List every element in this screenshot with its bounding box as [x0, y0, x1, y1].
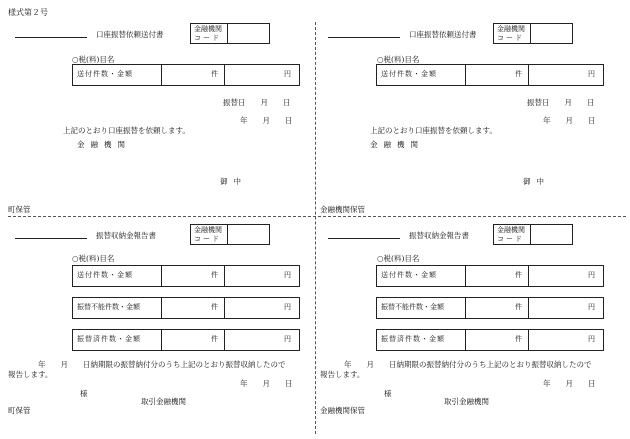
send-count-amount-row: [376, 64, 604, 86]
keeper-label: 金融機関保管: [320, 406, 365, 415]
row-label: 振替不能件数・金額: [381, 303, 444, 311]
tax-name-label: ○税(料)目名: [377, 55, 420, 64]
unit-count: 件: [515, 70, 522, 78]
unit-count: 件: [211, 271, 218, 279]
bank-label: 金融機関: [370, 140, 424, 149]
bank-code-label-2: コード: [497, 34, 524, 42]
payer-name-line: [15, 238, 87, 239]
unit-yen: 円: [284, 335, 291, 343]
unit-yen: 円: [588, 70, 595, 78]
request-text: 上記のとおり口座振替を依頼します。: [63, 126, 190, 135]
report-text-line-2: 報告します。: [8, 370, 53, 379]
send-count-amount-row: [72, 64, 300, 86]
keeper-label: 金融機関保管: [320, 205, 365, 214]
row-label: 振替不能件数・金額: [77, 303, 140, 311]
unit-yen: 円: [284, 70, 291, 78]
bank-label: 取引金融機関: [141, 397, 186, 406]
request-text: 上記のとおり口座振替を依頼します。: [370, 126, 497, 135]
transfer-date: 振替日 月 日: [527, 98, 595, 107]
unit-yen: 円: [588, 271, 595, 279]
date-line: 年 月 日: [543, 379, 596, 388]
payer-name-line: [15, 37, 87, 38]
failed-count-amount-row: [376, 297, 604, 319]
date-line: 年 月 日: [543, 116, 596, 125]
send-count-amount-row: [72, 265, 300, 287]
report-text-line-2: 報告します。: [320, 370, 365, 379]
horizontal-cut-line: [8, 216, 626, 217]
report-text-line-1: 年 月 日納期限の振替納付分のうち上記のとおり振替収納したので: [344, 360, 592, 369]
unit-count: 件: [515, 303, 522, 311]
keeper-label: 町保管: [8, 406, 31, 415]
honorific: 御中: [220, 177, 247, 186]
bank-code-label-2: コード: [497, 235, 524, 243]
completed-count-amount-row: [72, 329, 300, 351]
unit-count: 件: [515, 335, 522, 343]
unit-yen: 円: [284, 271, 291, 279]
payer-name-line: [328, 37, 400, 38]
bank-label: 金融機関: [77, 140, 131, 149]
unit-yen: 円: [588, 303, 595, 311]
bank-code-label: 金融機関: [194, 25, 222, 33]
unit-count: 件: [211, 70, 218, 78]
bank-code-box: [190, 23, 270, 44]
unit-count: 件: [211, 335, 218, 343]
bank-code-box: [190, 224, 270, 245]
row-label: 振替済件数・金額: [77, 335, 141, 343]
send-count-amount-row: [376, 265, 604, 287]
honorific: 御中: [523, 177, 550, 186]
tax-name-label: ○税(料)目名: [377, 254, 420, 263]
bank-code-label: 金融機関: [497, 25, 525, 33]
bank-code-box: [493, 224, 573, 245]
unit-yen: 円: [284, 303, 291, 311]
row-label: 送付件数・金額: [381, 271, 437, 279]
tax-name-label: ○税(料)目名: [72, 55, 115, 64]
transfer-date: 振替日 月 日: [223, 98, 291, 107]
sama-label: 様: [384, 389, 392, 398]
form-number: 様式第２号: [8, 8, 48, 17]
unit-count: 件: [515, 271, 522, 279]
form-title: 口座振替依頼送付書: [96, 30, 164, 39]
report-text-line-1: 年 月 日納期限の振替納付分のうち上記のとおり振替収納したので: [38, 360, 286, 369]
failed-count-amount-row: [72, 297, 300, 319]
payer-name-line: [328, 238, 400, 239]
date-line: 年 月 日: [240, 116, 293, 125]
bank-code-label: 金融機関: [194, 226, 222, 234]
vertical-cut-line: [315, 22, 316, 434]
sama-label: 様: [80, 389, 88, 398]
bank-code-label-2: コード: [194, 34, 221, 42]
form-title: 振替収納金報告書: [409, 231, 469, 240]
keeper-label: 町保管: [8, 205, 31, 214]
form-title: 振替収納金報告書: [96, 231, 156, 240]
bank-label: 取引金融機関: [444, 397, 489, 406]
row-label: 送付件数・金額: [77, 271, 133, 279]
row-label: 振替済件数・金額: [381, 335, 445, 343]
date-line: 年 月 日: [240, 379, 293, 388]
form-title: 口座振替依頼送付書: [409, 30, 477, 39]
bank-code-label: 金融機関: [497, 226, 525, 234]
bank-code-label-2: コード: [194, 235, 221, 243]
tax-name-label: ○税(料)目名: [72, 254, 115, 263]
completed-count-amount-row: [376, 329, 604, 351]
unit-yen: 円: [588, 335, 595, 343]
row-label: 送付件数・金額: [77, 70, 133, 78]
bank-code-box: [493, 23, 573, 44]
unit-count: 件: [211, 303, 218, 311]
row-label: 送付件数・金額: [381, 70, 437, 78]
